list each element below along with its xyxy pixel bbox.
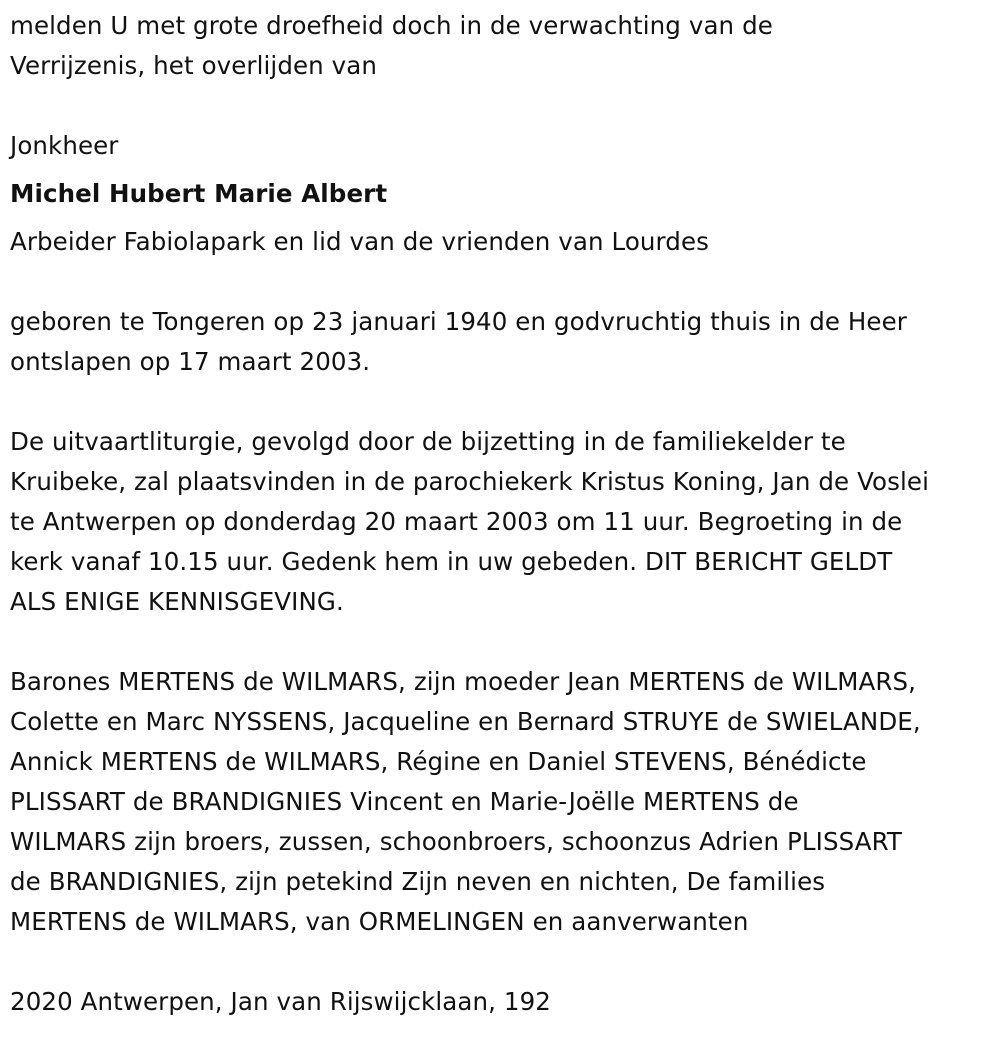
honorific-title: Jonkheer xyxy=(10,131,119,160)
family-line-7: MERTENS de WILMARS, van ORMELINGEN en aanverwanten xyxy=(10,907,749,936)
address-text: 2020 Antwerpen, Jan van Rijswijcklaan, 192 xyxy=(10,987,551,1016)
intro-line-2: Verrijzenis, het overlijden van xyxy=(10,51,377,80)
funeral-line-2: Kruibeke, zal plaatsvinden in de parochiekerk Kristus Koning, Jan de Voslei xyxy=(10,467,929,496)
intro-line-1: melden U met grote droefheid doch in de verwachting van de xyxy=(10,11,773,40)
family-line-4: PLISSART de BRANDIGNIES Vincent en Marie-Joëlle MERTENS de xyxy=(10,787,799,816)
funeral-line-1: De uitvaartliturgie, gevolgd door de bijzetting in de familiekelder te xyxy=(10,427,846,456)
deceased-name: Michel Hubert Marie Albert xyxy=(10,179,388,208)
family-line-3: Annick MERTENS de WILMARS, Régine en Daniel STEVENS, Bénédicte xyxy=(10,747,867,776)
birth-death-line-2: ontslapen op 17 maart 2003. xyxy=(10,347,371,376)
funeral-line-5: ALS ENIGE KENNISGEVING. xyxy=(10,587,344,616)
occupation-text: Arbeider Fabiolapark en lid van de vrienden van Lourdes xyxy=(10,227,709,256)
family-line-1: Barones MERTENS de WILMARS, zijn moeder Jean MERTENS de WILMARS, xyxy=(10,667,917,696)
birth-death-line-1: geboren te Tongeren op 23 januari 1940 en godvruchtig thuis in de Heer xyxy=(10,307,907,336)
family-line-5: WILMARS zijn broers, zussen, schoonbroers, schoonzus Adrien PLISSART xyxy=(10,827,902,856)
family-line-6: de BRANDIGNIES, zijn petekind Zijn neven en nichten, De families xyxy=(10,867,826,896)
funeral-line-4: kerk vanaf 10.15 uur. Gedenk hem in uw gebeden. DIT BERICHT GELDT xyxy=(10,547,893,576)
funeral-line-3: te Antwerpen op donderdag 20 maart 2003 om 11 uur. Begroeting in de xyxy=(10,507,903,536)
family-line-2: Colette en Marc NYSSENS, Jacqueline en Bernard STRUYE de SWIELANDE, xyxy=(10,707,921,736)
